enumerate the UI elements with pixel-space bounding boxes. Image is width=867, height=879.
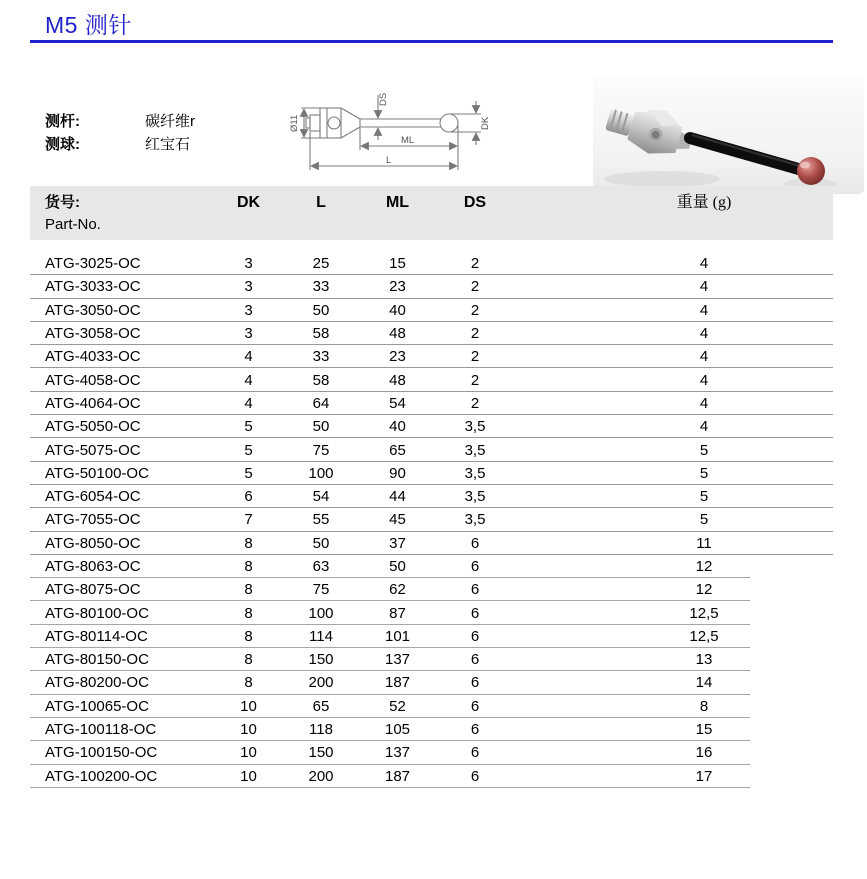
cell-l: 114 (309, 627, 333, 645)
cell-dk: 10 (240, 744, 257, 762)
cell-part-no: ATG-4058-OC (45, 371, 141, 389)
stylus-table (30, 186, 833, 788)
cell-weight: 4 (699, 348, 709, 366)
table-row (30, 578, 833, 601)
cell-dk: 8 (244, 651, 253, 669)
cell-ds: 3,5 (464, 418, 486, 436)
cell-weight: 12 (695, 558, 713, 575)
header-part-no (30, 192, 215, 240)
cell-ds: 2 (470, 325, 480, 343)
table-row (30, 392, 833, 415)
spec-ball (45, 133, 195, 156)
cell-ml: 15 (389, 255, 406, 273)
cell-ml: 137 (384, 651, 411, 669)
table-row (30, 741, 833, 764)
cell-part-no: ATG-10065-OC (45, 697, 149, 715)
table-row (30, 322, 833, 345)
cell-ds: 6 (470, 558, 480, 575)
table-row (30, 368, 833, 391)
header-weight: 重量 (g) (676, 194, 732, 211)
cell-ds: 3,5 (464, 441, 486, 459)
cell-part-no: ATG-80200-OC (45, 674, 149, 692)
cell-weight: 12 (695, 581, 713, 599)
cell-part-no: ATG-50100-OC (45, 464, 149, 482)
stylus-dimension-diagram-icon (283, 82, 511, 186)
cell-part-no: ATG-4033-OC (45, 348, 141, 366)
cell-part-no: ATG-100118-OC (45, 721, 157, 739)
spec-list (45, 110, 195, 156)
cell-weight: 13 (695, 651, 713, 669)
cell-weight: 12,5 (689, 627, 719, 645)
cell-dk: 8 (244, 534, 253, 552)
cell-weight: 14 (695, 674, 713, 692)
cell-ds: 2 (470, 301, 480, 319)
cell-l: 54 (312, 488, 330, 506)
cell-ml: 40 (389, 301, 406, 319)
cell-weight: 5 (699, 441, 709, 459)
cell-l: 50 (312, 534, 330, 552)
cell-ds: 3,5 (464, 511, 486, 529)
cell-ds: 3,5 (464, 488, 486, 506)
cell-ml: 37 (389, 534, 406, 552)
cell-ds: 2 (470, 371, 480, 389)
cell-l: 50 (312, 418, 330, 436)
cell-dk: 8 (244, 558, 253, 575)
cell-part-no: ATG-8050-OC (45, 534, 141, 552)
cell-ds: 2 (470, 348, 480, 366)
cell-dk: 6 (244, 488, 253, 506)
cell-ml: 45 (389, 511, 406, 529)
table-row (30, 671, 833, 694)
cell-dk: 5 (244, 441, 253, 459)
table-row (30, 345, 833, 368)
table-row (30, 415, 833, 438)
cell-l: 64 (312, 394, 330, 412)
cell-ml: 54 (389, 394, 406, 412)
cell-weight: 4 (699, 418, 709, 436)
cell-ml: 187 (384, 674, 411, 692)
cell-part-no: ATG-100150-OC (45, 744, 158, 762)
spec-shaft (45, 110, 195, 133)
table-row (30, 648, 833, 671)
cell-ds: 3,5 (464, 464, 486, 482)
dim-label-l: L (386, 155, 392, 166)
cell-weight: 4 (699, 325, 709, 343)
table-row (30, 555, 833, 578)
cell-l: 58 (312, 325, 330, 343)
cell-dk: 8 (244, 674, 253, 692)
dim-label-diameter: Ø11 (289, 114, 300, 132)
header-ml: ML (385, 194, 410, 211)
cell-ml: 101 (384, 627, 411, 645)
cell-weight: 11 (696, 534, 712, 552)
cell-part-no: ATG-100200-OC (45, 767, 158, 785)
cell-part-no: ATG-3050-OC (45, 301, 141, 319)
cell-part-no: ATG-80100-OC (45, 604, 149, 622)
cell-ml: 90 (389, 464, 406, 482)
cell-l: 33 (312, 278, 330, 296)
cell-weight: 8 (699, 697, 709, 715)
cell-part-no: ATG-5050-OC (45, 418, 141, 436)
cell-ml: 62 (389, 581, 406, 599)
cell-l: 100 (308, 604, 334, 622)
table-row (30, 508, 833, 531)
cell-dk: 3 (244, 301, 253, 319)
cell-l: 75 (312, 441, 330, 459)
dim-label-ds: DS (378, 92, 389, 106)
cell-dk: 3 (244, 325, 253, 343)
cell-ds: 2 (470, 394, 480, 412)
table-row (30, 765, 833, 788)
cell-l: 150 (308, 651, 334, 669)
cell-weight: 4 (699, 255, 709, 273)
cell-weight: 15 (695, 721, 713, 739)
cell-ml: 87 (389, 604, 406, 622)
cell-l: 118 (309, 721, 333, 739)
cell-ml: 48 (389, 371, 406, 389)
dim-label-dk: DK (480, 116, 491, 130)
cell-weight: 5 (699, 464, 709, 482)
cell-weight: 4 (699, 301, 709, 319)
cell-l: 65 (312, 697, 330, 715)
cell-part-no: ATG-80150-OC (45, 651, 149, 669)
cell-weight: 16 (695, 744, 713, 762)
stylus-product-photo (590, 74, 867, 196)
table-row (30, 252, 833, 275)
cell-l: 150 (308, 744, 334, 762)
cell-weight: 5 (699, 488, 709, 506)
header-dk: DK (236, 194, 261, 211)
header-ds: DS (463, 194, 487, 211)
cell-ds: 6 (470, 581, 480, 599)
cell-ds: 6 (470, 674, 480, 692)
cell-l: 200 (308, 767, 334, 785)
table-row (30, 275, 833, 298)
cell-l: 25 (312, 255, 330, 273)
cell-l: 50 (312, 301, 330, 319)
cell-dk: 10 (240, 721, 257, 739)
cell-part-no: ATG-80114-OC (45, 627, 148, 645)
cell-part-no: ATG-3058-OC (45, 325, 141, 343)
cell-ds: 6 (470, 697, 480, 715)
cell-dk: 4 (244, 371, 253, 389)
cell-dk: 7 (244, 511, 253, 529)
header-part-no-zh: 货号: (45, 194, 80, 211)
cell-part-no: ATG-8063-OC (45, 558, 141, 575)
cell-dk: 3 (244, 255, 253, 273)
table-row (30, 299, 833, 322)
cell-ds: 6 (470, 744, 480, 762)
table-row (30, 438, 833, 461)
cell-ds: 6 (470, 767, 480, 785)
cell-l: 33 (312, 348, 330, 366)
cell-ml: 48 (389, 325, 406, 343)
table-row (30, 532, 833, 555)
cell-weight: 4 (699, 371, 709, 389)
table-body (30, 252, 833, 788)
cell-part-no: ATG-8075-OC (45, 581, 141, 599)
cell-l: 63 (312, 558, 330, 575)
page-title: M5 测针 (45, 12, 132, 38)
cell-weight: 17 (695, 767, 713, 785)
table-row (30, 718, 833, 741)
cell-ml: 50 (389, 558, 406, 575)
dim-label-ml: ML (401, 135, 415, 146)
cell-dk: 5 (244, 418, 253, 436)
cell-ml: 52 (389, 697, 406, 715)
spec-ball-value: 红宝石 (145, 136, 191, 153)
cell-ds: 2 (470, 278, 480, 296)
cell-l: 55 (312, 511, 330, 529)
spec-shaft-label: 测杆: (45, 113, 80, 130)
cell-dk: 3 (244, 278, 253, 296)
cell-dk: 8 (244, 627, 253, 645)
cell-part-no: ATG-5075-OC (45, 441, 141, 459)
cell-weight: 4 (699, 394, 709, 412)
cell-ml: 44 (389, 488, 406, 506)
table-row (30, 462, 833, 485)
cell-ml: 23 (389, 348, 406, 366)
cell-ml: 40 (389, 418, 406, 436)
cell-ml: 105 (384, 721, 411, 739)
cell-dk: 5 (244, 464, 253, 482)
cell-ds: 6 (470, 534, 480, 552)
cell-dk: 8 (244, 581, 253, 599)
title-divider (30, 40, 833, 43)
cell-l: 200 (308, 674, 334, 692)
cell-ml: 137 (384, 744, 411, 762)
table-row (30, 485, 833, 508)
cell-part-no: ATG-3033-OC (45, 278, 141, 296)
cell-weight: 5 (699, 511, 709, 529)
table-row (30, 625, 833, 648)
cell-ds: 6 (470, 627, 480, 645)
cell-ds: 6 (470, 721, 480, 739)
cell-ml: 65 (389, 441, 406, 459)
cell-dk: 10 (240, 697, 257, 715)
table-header (30, 186, 833, 240)
cell-l: 75 (312, 581, 330, 599)
cell-dk: 8 (244, 604, 253, 622)
spec-ball-label: 测球: (45, 136, 80, 153)
cell-ds: 6 (470, 651, 480, 669)
table-row (30, 695, 833, 718)
cell-dk: 4 (244, 348, 253, 366)
spec-shaft-value: 碳纤维r (145, 113, 195, 130)
header-part-no-en: Part-No. (45, 216, 101, 233)
cell-ml: 23 (389, 278, 406, 296)
header-l: L (316, 194, 326, 211)
cell-weight: 4 (699, 278, 709, 296)
cell-part-no: ATG-7055-OC (45, 511, 141, 529)
cell-part-no: ATG-4064-OC (45, 394, 141, 412)
cell-l: 100 (308, 464, 334, 482)
cell-dk: 10 (240, 767, 257, 785)
cell-weight: 12,5 (689, 604, 719, 622)
cell-ds: 6 (470, 604, 480, 622)
cell-l: 58 (312, 371, 330, 389)
cell-ml: 187 (384, 767, 411, 785)
table-row (30, 601, 833, 624)
cell-part-no: ATG-6054-OC (45, 488, 141, 506)
cell-ds: 2 (470, 255, 480, 273)
cell-part-no: ATG-3025-OC (45, 255, 141, 273)
cell-dk: 4 (244, 394, 253, 412)
